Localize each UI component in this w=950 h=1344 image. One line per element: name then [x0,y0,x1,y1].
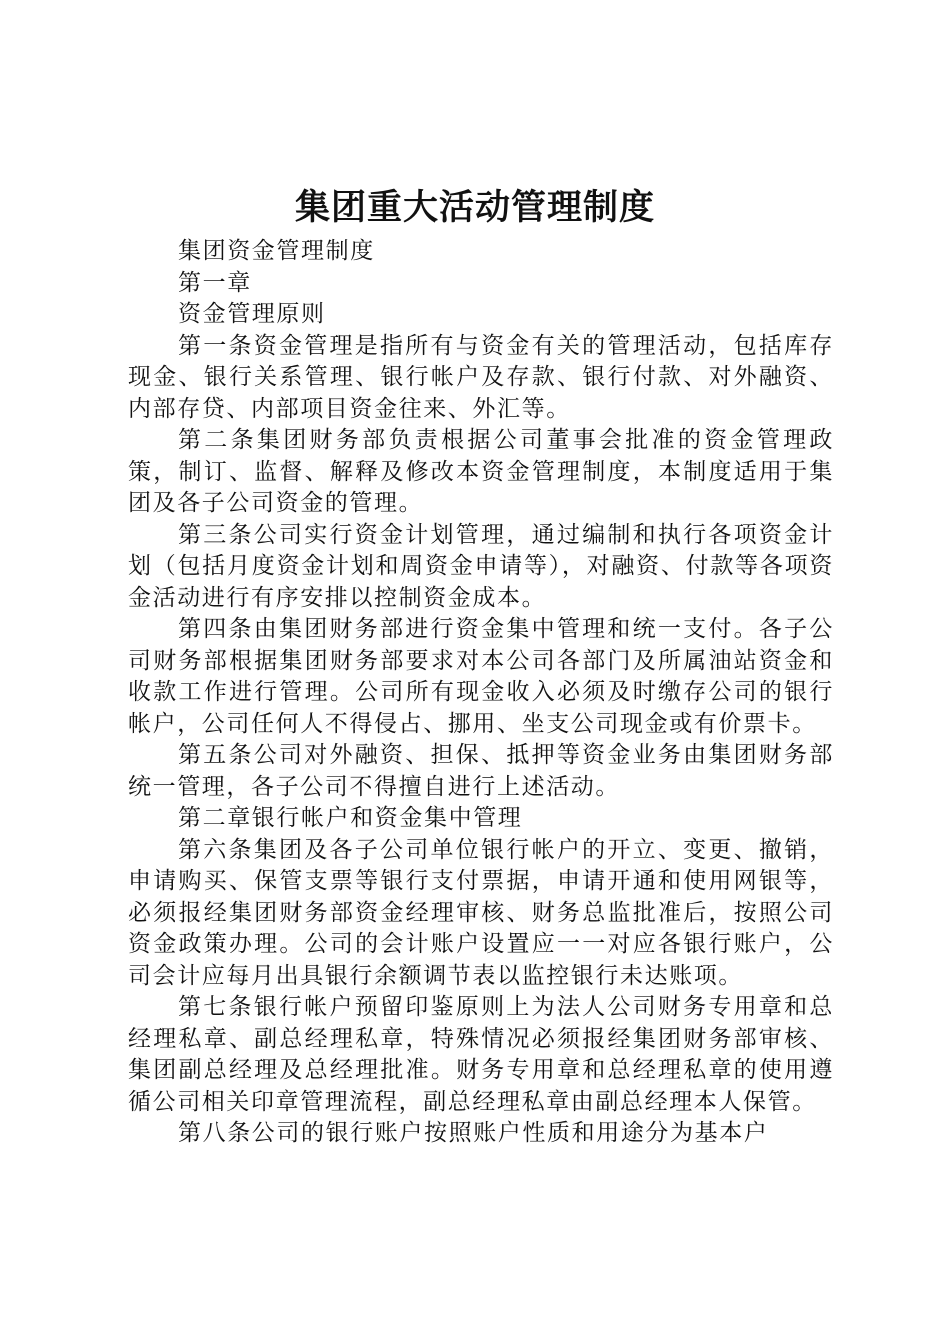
article-paragraph: 第二条集团财务部负责根据公司董事会批准的资金管理政策，制订、监督、解释及修改本资金管理制度，本制度适用于集团及各子公司资金的管理。 [128,427,834,516]
chapter-heading: 第一章 [178,269,252,296]
article-paragraph: 第四条由集团财务部进行资金集中管理和统一支付。各子公司财务部根据集团财务部要求对本公司各部门及所属油站资金和收款工作进行管理。公司所有现金收入必须及时缴存公司的银行帐户，公司任何人不得侵占、挪用、坐支公司现金或有价票卡。 [128,616,834,737]
article-paragraph: 第六条集团及各子公司单位银行帐户的开立、变更、撤销，申请购买、保管支票等银行支付票据，申请开通和使用网银等，必须报经集团财务部资金经理审核、财务总监批准后，按照公司资金政策办理。公司的会计账户设置应一一对应各银行账户，公司会计应每月出具银行余额调节表以监控银行未达账项。 [128,836,834,989]
document-body [128,236,834,1150]
chapter-heading: 第二章银行帐户和资金集中管理 [178,805,523,831]
article-paragraph: 第七条银行帐户预留印鉴原则上为法人公司财务专用章和总经理私章、副总经理私章，特殊情况必须报经集团财务部审核、集团副总经理及总经理批准。财务专用章和总经理私章的使用遵循公司相关印章管理流程，副总经理私章由副总经理本人保管。 [128,994,834,1115]
article-paragraph: 第一条资金管理是指所有与资金有关的管理活动，包括库存现金、银行关系管理、银行帐户及存款、银行付款、对外融资、内部存贷、内部项目资金往来、外汇等。 [128,332,834,422]
subtitle-line: 集团资金管理制度 [178,238,375,264]
section-heading: 资金管理原则 [178,301,326,327]
article-paragraph: 第八条公司的银行账户按照账户性质和用途分为基本户 [178,1120,769,1146]
document-title: 集团重大活动管理制度 [294,188,655,228]
article-paragraph: 第五条公司对外融资、担保、抵押等资金业务由集团财务部统一管理，各子公司不得擅自进行上述活动。 [128,742,834,800]
article-paragraph: 第三条公司实行资金计划管理，通过编制和执行各项资金计划（包括月度资金计划和周资金申请等），对融资、付款等各项资金活动进行有序安排以控制资金成本。 [128,521,834,611]
